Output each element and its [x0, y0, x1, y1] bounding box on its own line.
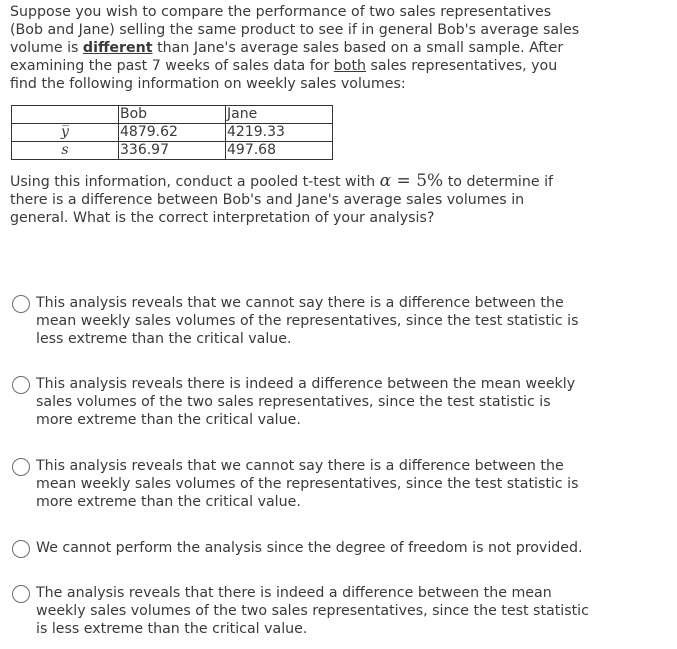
option-3[interactable]	[12, 457, 591, 511]
radio-button-icon[interactable]	[12, 458, 30, 476]
option-5[interactable]	[12, 584, 591, 638]
sales-data-table	[11, 105, 333, 160]
option-label[interactable]: The analysis reveals that there is indeed a difference between the mean weekly sales volumes of the two sales representatives, since the test statistic is less extreme than the critical value.	[36, 585, 589, 637]
table-header-row	[12, 106, 333, 124]
option-label[interactable]: We cannot perform the analysis since the degree of freedom is not provided.	[36, 540, 583, 556]
option-4[interactable]	[12, 539, 591, 558]
radio-button-icon[interactable]	[12, 376, 30, 394]
table-row	[12, 124, 333, 142]
alpha-value: 5%	[416, 171, 444, 191]
emphasis-both: both	[333, 58, 367, 74]
table-header-bob: Bob	[119, 106, 226, 124]
alpha-symbol: α	[379, 171, 392, 191]
radio-button-icon[interactable]	[12, 585, 30, 603]
cell-bob-sd: 336.97	[119, 142, 226, 160]
row-label-mean: y̅	[12, 124, 119, 142]
emphasis-different: different	[82, 40, 153, 56]
table-header-jane: Jane	[226, 106, 333, 124]
option-2[interactable]	[12, 375, 591, 429]
option-1[interactable]	[12, 294, 591, 348]
question-part2: than Jane's average sales based on a small sample. After examining the past 7 weeks of sales data for	[10, 40, 564, 74]
table-header-empty	[12, 106, 119, 124]
option-label[interactable]: This analysis reveals that we cannot say there is a difference between the mean weekly sales volumes of the representatives, since the test statistic is less extreme than the critical value.	[36, 295, 579, 347]
cell-jane-mean: 4219.33	[226, 124, 333, 142]
question-part4: Using this information, conduct a pooled t-test with	[10, 174, 380, 190]
option-label[interactable]: This analysis reveals there is indeed a difference between the mean weekly sales volumes of the two sales representatives, since the test statistic is more extreme than the critical value.	[36, 376, 576, 428]
question-part3: sales representatives, you find the following information on weekly sales volumes:	[10, 58, 558, 92]
cell-bob-mean: 4879.62	[119, 124, 226, 142]
question-block	[10, 3, 585, 227]
table-row	[12, 142, 333, 160]
option-label[interactable]: This analysis reveals that we cannot say there is a difference between the mean weekly sales volumes of the representatives, since the test statistic is more extreme than the critical value.	[36, 458, 579, 510]
radio-button-icon[interactable]	[12, 295, 30, 313]
question-part1: Suppose you wish to compare the performance of two sales representatives (Bob and Jane) selling the same product to see if in general Bob's average sales volume is	[10, 4, 580, 56]
question-part5: to determine if there is a difference between Bob's and Jane's average sales volumes in general. What is the correct interpretation of your analysis?	[10, 174, 554, 226]
row-label-sd: s	[12, 142, 119, 160]
cell-jane-sd: 497.68	[226, 142, 333, 160]
radio-button-icon[interactable]	[12, 540, 30, 558]
question-text	[10, 3, 585, 93]
question-instruction	[10, 172, 585, 227]
equals-sign: =	[391, 171, 417, 191]
